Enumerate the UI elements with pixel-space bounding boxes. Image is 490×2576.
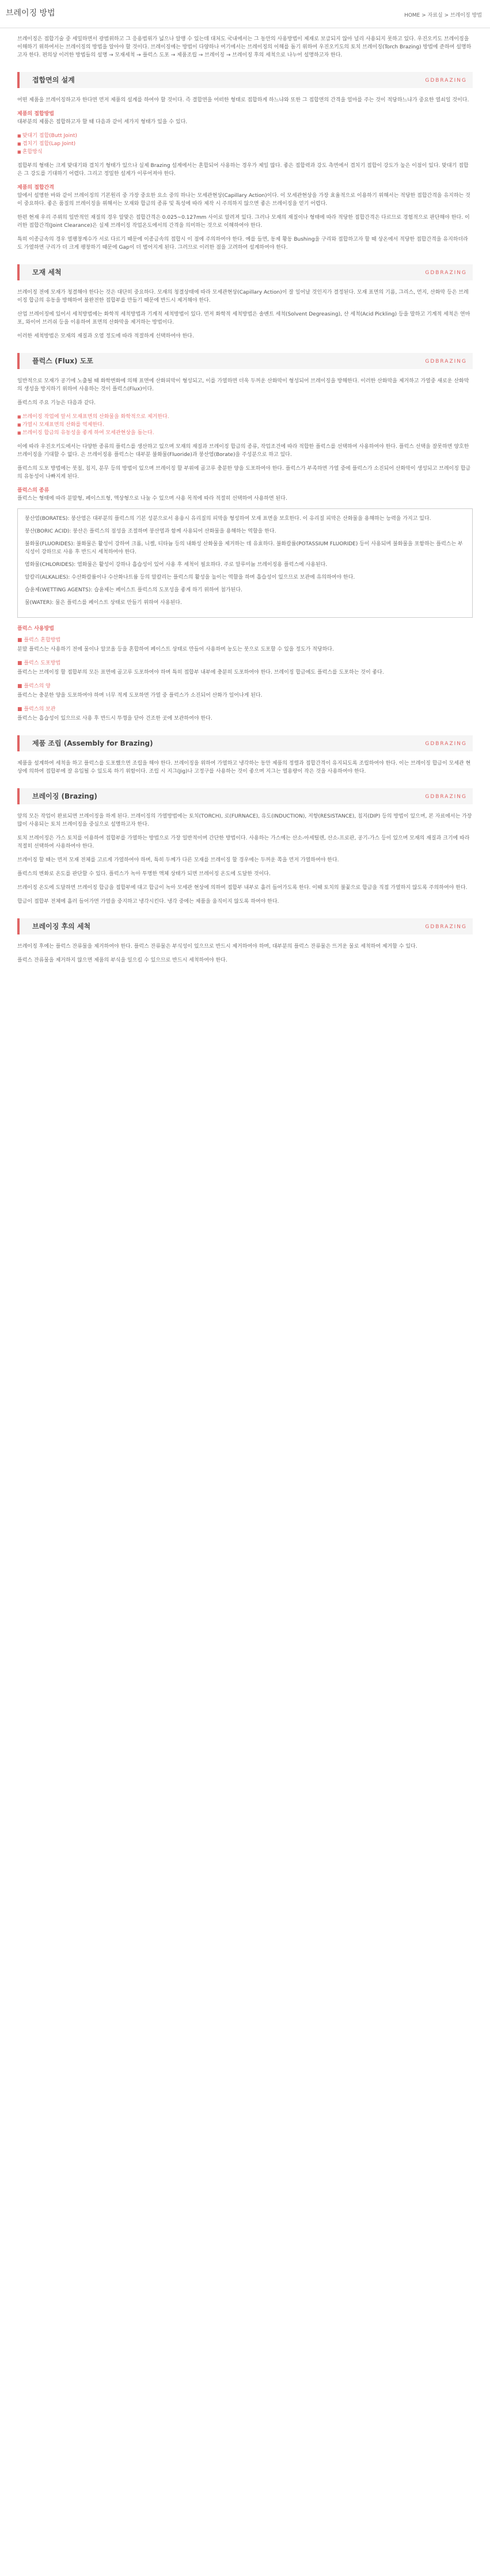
list-item: ■ 혼합방식 — [17, 148, 473, 156]
sub-heading: 제품의 접합방법 — [17, 111, 54, 117]
page-title: 브레이징 방법 — [6, 9, 55, 18]
section-title: 제품 조립 (Assembly for Brazing) — [32, 739, 153, 747]
box-paragraph: 염화물(CHLORIDES): 염화물은 활성이 강하나 흡습성이 있어 사용 후 세척이 필요하다. 주로 알루미늄 브레이징용 플럭스에 사용된다. — [25, 562, 328, 568]
intro-text: 브레이징은 접합기술 중 세밀하면서 광범위하고 그 응용범위가 넓으나 알맹 수 있는데 대처도 국내에서는 그 동안의 사용방법이 제재로 보급되지 않아 널리 사용되지 못하고 있다. 우진오키도 브레이징을 이해하기 위하여서는 브레이징의 방법을 알아야 할 것이다. 브레이징에는 방법이 다양하나 여기에서는 브레이징의 이해를 돕기 위하여 우진오키도의 토치 브레이징(Torch Brazing) 방법에 준하여 설명하고자 한다. 편의상 이러한 방법들의 설명 → 모재세척 → 플럭스 도포 → 제품조립 → 브레이징 → 브레이징 후의 세척으로 나누어 설명하고자 한다. — [17, 36, 472, 58]
section-title: 플럭스 (Flux) 도포 — [32, 357, 93, 365]
section-header-post-cleaning — [17, 918, 473, 934]
section-header-brazing — [17, 788, 473, 804]
list-item: ■ 맞대기 접합(Butt Joint) — [17, 132, 473, 140]
sub-item-title: ■ 플럭스의 양 — [17, 683, 51, 689]
box-paragraph: 습윤제(WETTING AGENTS): 습윤제는 페이스트 플럭스의 도포성을 좋게 하기 위하여 첨가된다. — [25, 587, 242, 593]
list-item: ■ 가열시 모재표면의 산화를 억제한다. — [17, 421, 473, 429]
box-paragraph: 물(WATER): 물은 플럭스를 페이스트 상태로 만들기 위하여 사용된다. — [25, 600, 182, 606]
paragraph: 플럭스의 변화로 온도를 판단할 수 있다. 플럭스가 녹아 투명한 액체 상태가 되면 브레이징 온도에 도달한 것이다. — [17, 871, 271, 877]
paragraph: 어떤 제품을 브레이징하고자 한다면 먼저 제품의 설계를 하여야 할 것이다. 즉 결합면을 어떠한 형태로 접합하게 하느냐와 또한 그 접합면의 간격을 얼마를 주는 것이 적당하느냐가 중요한 열쇠일 것이다. — [17, 97, 469, 103]
section-title: 브레이징 후의 세척 — [32, 922, 91, 930]
box-paragraph: 붕산(BORIC ACID): 붕산은 플럭스의 점성을 조절하며 붕산염과 함께 사용되어 산화물을 용해하는 역할을 한다. — [25, 529, 276, 534]
list-item: ■ 브레이징 작업에 앞서 모재표면의 산화물을 화학적으로 제거한다. — [17, 413, 473, 421]
paragraph: 플럭스는 형태에 따라 분말형, 페이스트형, 액상형으로 나눌 수 있으며 사용 목적에 따라 적절히 선택하여 사용하면 된다. — [17, 496, 287, 501]
paragraph: 브레이징 전에 모재가 청결해야 한다는 것은 대단히 중요하다. 모재의 청결상태에 따라 모세관현상(Capillary Action)이 잘 일어날 것인지가 결정된다. 모재 표면의 기름, 그리스, 먼지, 산화막 등은 브레이징 합금의 유동을 방해하여 불완전한 접합부를 만들기 때문에 반드시 제거해야 한다. — [17, 290, 469, 303]
sub-item-title: ■ 플럭스 도포방법 — [17, 660, 61, 666]
paragraph: 접합부의 형태는 크게 맞대기와 겹치기 형태가 있으나 실제 Brazing 설계에서는 혼합되어 사용하는 경우가 제일 많다. 좋은 접합력과 강도 측면에서 겹치기 접합이 강도가 높은 이점이 있다. 맞대기 접합은 그 강도를 기대하기 어렵다. 그리고 정밀한 설계가 이루어져야 한다. — [17, 163, 469, 177]
paragraph: 브레이징 온도에 도달하면 브레이징 합금을 접합부에 대고 합금이 녹아 모세관 현상에 의하여 접합부 내부로 흘러 들어가도록 한다. 이때 토치의 불꽃으로 합금을 직접 가열하지 않도록 주의하여야 한다. — [17, 885, 468, 891]
flux-composition-box — [17, 508, 473, 618]
box-paragraph: 붕산염(BORATES): 붕산염은 대부분의 플럭스의 기본 성분으로서 용융시 유리질의 피막을 형성하여 모재 표면을 보호한다. 이 유리질 피막은 산화물을 용해하는 능력을 가지고 있다. — [25, 516, 431, 522]
box-paragraph: 불화물(FLUORIDES): 불화물은 활성이 강하여 크롬, 니켈, 티타늄 등의 내화성 산화물을 제거하는 데 유효하다. 불화칼륨(POTASSIUM FLUORIDE) 등이 사용되며 불화물을 포함하는 플럭스는 부식성이 강하므로 사용 후 반드시 세척하여야 한다. — [25, 541, 463, 555]
paragraph: 특히 이종금속의 경우 열팽창계수가 서로 다르기 때문에 이종금속의 접합시 이 점에 주의하여야 한다. 예를 들면, 동제 황동 Bushing을 구리와 접합하고자 할 때 상온에서 적당한 접합간격을 유지하더라도 가열하면 구리가 더 크게 팽창하기 때문에 Gap이 더 벌어지게 된다. 그러므로 이러한 점을 고려하여 설계하여야 한다. — [17, 237, 468, 250]
sub-heading: 플럭스 사용방법 — [17, 626, 54, 632]
paragraph: 플럭스의 도포 방법에는 붓칠, 침지, 분무 등의 방법이 있으며 브레이징 할 부위에 골고루 충분한 양을 도포하여야 한다. 플럭스가 부족하면 가열 중에 플럭스가 소진되어 산화막이 생성되고 브레이징 합금의 유동성이 나빠지게 된다. — [17, 466, 471, 480]
joint-type-list — [17, 132, 473, 156]
section-title: 모재 세척 — [32, 268, 62, 276]
section-badge: GDBRAZING — [425, 78, 467, 83]
sub-heading: 제품의 접합간격 — [17, 185, 54, 191]
page-header — [0, 0, 490, 28]
paragraph: 이에 따라 우진오키도에서는 다양한 종류의 플럭스를 생산하고 있으며 모재의 재질과 브레이징 합금의 종류, 작업조건에 따라 적합한 플럭스를 선택하여 사용하여야 한다. 플럭스 선택을 잘못하면 양호한 브레이징을 기대할 수 없다. 은 브레이징용 플럭스는 대부분 불화물(Fluoride)과 붕산염(Borate)을 주성분으로 하고 있다. — [17, 444, 469, 458]
paragraph: 플럭스의 주요 기능은 다음과 같다. — [17, 400, 96, 406]
box-paragraph: 알칼리(ALKALIES): 수산화칼륨이나 수산화나트륨 등의 알칼리는 플럭스의 활성을 높이는 역할을 하며 흡습성이 있으므로 보관에 유의하여야 한다. — [25, 575, 355, 580]
section-badge: GDBRAZING — [425, 359, 467, 364]
section-title: 접합면의 설계 — [32, 76, 75, 84]
list-item: ■ 브레이징 합금의 유동성을 좋게 하여 모세관현상을 돕는다. — [17, 429, 473, 437]
section-badge: GDBRAZING — [425, 270, 467, 276]
paragraph: 토치 브레이징은 가스 토치를 이용하여 접합부를 가열하는 방법으로 가장 일반적이며 간단한 방법이다. 사용하는 가스에는 산소-아세틸렌, 산소-프로판, 공기-가스 등이 있으며 모재의 재질과 크기에 따라 적절히 선택하여 사용하여야 한다. — [17, 835, 470, 849]
section-header-design — [17, 72, 473, 88]
paragraph: 제품을 설계하여 세척을 하고 플럭스를 도포했으면 조립을 해야 한다. 브레이징을 위하여 가열하고 냉각하는 동안 제품의 정렬과 접합간격이 유지되도록 조립하여야 한다. 이는 브레이징 합금이 모세관 현상에 의하여 접합부에 잘 유입될 수 있도록 하기 위함이다. 조립 시 지그(Jig)나 고정구를 사용하는 것이 좋으며 지그는 열용량이 작은 것을 사용하여야 한다. — [17, 761, 471, 774]
paragraph: 알에서 설명한 바와 같이 브레이징의 기본원리 중 가장 중요한 요소 중의 하나는 모세관현상(Capillary Action)이다. 이 모세관현상을 가장 효율적으로 이용하기 위해서는 적당한 접합간격을 유지하는 것이 중요하다. 좋은 품질의 브레이징을 위해서는 모재와 합금의 종류 및 특성에 따라 제작 시 주의하지 않으면 좋은 브레이징을 얻기 어렵다. — [17, 193, 470, 207]
paragraph: 대부분의 제품은 접합하고자 할 때 다음과 같이 세가지 형태가 있을 수 있다. — [17, 119, 188, 125]
section-header-flux — [17, 353, 473, 369]
paragraph: 브레이징 후에는 플럭스 잔류물을 제거하여야 한다. 플럭스 잔류물은 부식성이 있으므로 반드시 제거하여야 하며, 대부분의 플럭스 잔류물은 뜨거운 물로 세척하여 제거할 수 있다. — [17, 944, 417, 949]
paragraph: 이러한 세척방법은 모재의 재질과 오염 정도에 따라 적절하게 선택하여야 한다. — [17, 333, 194, 339]
paragraph: 일반적으로 모재가 공기에 노출될 때 화학변화에 의해 표면에 산화피막이 형성되고, 이를 가열하면 더욱 두꺼운 산화막이 형성되어 브레이징을 방해한다. 이러한 산화막을 제거하고 가열중 새로운 산화막의 생성을 방지하기 위하여 사용하는 것이 플럭스(Flux)이다. — [17, 378, 469, 392]
section-badge: GDBRAZING — [425, 741, 467, 747]
sub-item-title: ■ 플럭스의 보관 — [17, 706, 56, 712]
paragraph: 플럭스는 흡습성이 있으므로 사용 후 반드시 뚜껑을 닫아 건조한 곳에 보관하여야 한다. — [17, 716, 212, 721]
section-title: 브레이징 (Brazing) — [32, 792, 97, 800]
sub-item-title: ■ 플럭스 혼합방법 — [17, 637, 61, 643]
paragraph: 앞의 모든 작업이 완료되면 브레이징을 하게 된다. 브레이징의 가열방법에는 토치(TORCH), 로(FURNACE), 유도(INDUCTION), 저항(RESISTANCE), 침지(DIP) 등의 방법이 있으며, 본 자료에서는 가장 많이 사용되는 토치 브레이징을 중심으로 설명하고자 한다. — [17, 814, 472, 827]
paragraph: 플럭스는 충분한 양을 도포하여야 하며 너무 적게 도포하면 가열 중 플럭스가 소진되어 산화가 일어나게 된다. — [17, 693, 263, 698]
list-item: ■ 겹치기 접합(Lap Joint) — [17, 140, 473, 148]
section-header-assembly — [17, 735, 473, 751]
flux-function-list — [17, 413, 473, 437]
sub-heading: 플럭스의 종류 — [17, 488, 50, 493]
paragraph: 분말 플럭스는 사용하기 전에 물이나 알코올 등을 혼합하여 페이스트 상태로 만들어 사용하며 농도는 붓으로 도포할 수 있을 정도가 적당하다. — [17, 647, 334, 652]
section-badge: GDBRAZING — [425, 794, 467, 800]
content — [0, 28, 490, 964]
section-header-cleaning — [17, 264, 473, 280]
breadcrumb[interactable]: HOME > 자료실 > 브레이징 방법 — [404, 13, 482, 18]
paragraph: 한편 현재 우리 주위의 일반적인 재질의 경우 알맞은 접합간격은 0.025~0.127mm 사이로 알려져 있다. 그러나 모재의 재질이나 형태에 따라 적당한 접합간격은 다르므로 경험적으로 판단해야 한다. 이러한 접합간격(Joint Clearance)은 실제 브레이징 작업온도에서의 간격을 의미하는 것으로 이해하여야 한다. — [17, 215, 470, 229]
paragraph: 플럭스 잔류물을 제거하지 않으면 제품의 부식을 일으킬 수 있으므로 반드시 세척하여야 한다. — [17, 958, 227, 963]
paragraph: 플럭스는 브레이징 할 접합부의 모든 표면에 골고루 도포하여야 하며 특히 접합부 내부에 충분히 도포하여야 한다. 브레이징 합금에도 플럭스를 도포하는 것이 좋다. — [17, 670, 384, 675]
paragraph: 산업 브레이징에 있어서 세척방법에는 화학적 세척방법과 기계적 세척방법이 있다. 먼저 화학적 세척방법은 솔벤트 세척(Solvent Degreasing), 산 세척(Acid Pickling) 등을 말하고 기계적 세척은 연마포, 와이어 브러쉬 등을 이용하여 표면의 산화막을 제거하는 방법이다. — [17, 311, 470, 325]
paragraph: 브레이징 할 때는 먼저 모재 전체를 고르게 가열하여야 하며, 특히 두께가 다른 모재를 브레이징 할 경우에는 두꺼운 쪽을 먼저 가열하여야 한다. — [17, 857, 339, 863]
section-badge: GDBRAZING — [425, 924, 467, 930]
paragraph: 합금이 접합부 전체에 흘러 들어가면 가열을 중지하고 냉각시킨다. 냉각 중에는 제품을 움직이지 않도록 하여야 한다. — [17, 899, 279, 905]
